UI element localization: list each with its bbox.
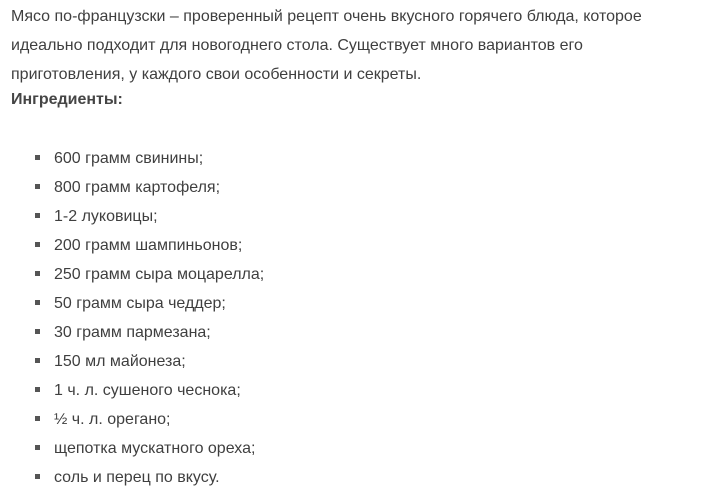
square-bullet-icon [35, 184, 40, 189]
ingredient-text: 600 грамм свинины; [54, 150, 204, 167]
square-bullet-icon [35, 387, 40, 392]
ingredient-item [35, 144, 264, 173]
ingredient-item [35, 202, 264, 231]
square-bullet-icon [35, 242, 40, 247]
ingredient-text: щепотка мускатного ореха; [54, 440, 256, 457]
square-bullet-icon [35, 445, 40, 450]
square-bullet-icon [35, 213, 40, 218]
ingredient-item [35, 173, 264, 202]
ingredient-text: 50 грамм сыра чеддер; [54, 295, 226, 312]
ingredient-text: ½ ч. л. орегано; [54, 411, 171, 428]
ingredient-item [35, 376, 264, 405]
ingredients-list [35, 144, 264, 492]
ingredient-text: 250 грамм сыра моцарелла; [54, 266, 265, 283]
ingredient-text: 30 грамм пармезана; [54, 324, 211, 341]
ingredient-item [35, 318, 264, 347]
square-bullet-icon [35, 300, 40, 305]
ingredient-text: 1 ч. л. сушеного чеснока; [54, 382, 241, 399]
square-bullet-icon [35, 329, 40, 334]
ingredient-item [35, 405, 264, 434]
ingredient-text: 200 грамм шампиньонов; [54, 237, 243, 254]
square-bullet-icon [35, 416, 40, 421]
square-bullet-icon [35, 271, 40, 276]
ingredient-text: соль и перец по вкусу. [54, 469, 220, 486]
square-bullet-icon [35, 358, 40, 363]
square-bullet-icon [35, 474, 40, 479]
ingredient-text: 150 мл майонеза; [54, 353, 186, 370]
ingredient-item [35, 463, 264, 492]
ingredient-item [35, 289, 264, 318]
ingredients-heading: Ингредиенты: [11, 91, 123, 108]
ingredient-text: 800 грамм картофеля; [54, 179, 221, 196]
intro-paragraph: Мясо по-французски – проверенный рецепт очень вкусного горячего блюда, которое идеально подходит для новогоднего стола. Существует много вариантов его приготовления, у каждого свои особенности и секреты. [11, 8, 642, 83]
square-bullet-icon [35, 155, 40, 160]
ingredient-item [35, 260, 264, 289]
ingredient-item [35, 434, 264, 463]
ingredient-item [35, 231, 264, 260]
ingredient-item [35, 347, 264, 376]
ingredient-text: 1-2 луковицы; [54, 208, 158, 225]
